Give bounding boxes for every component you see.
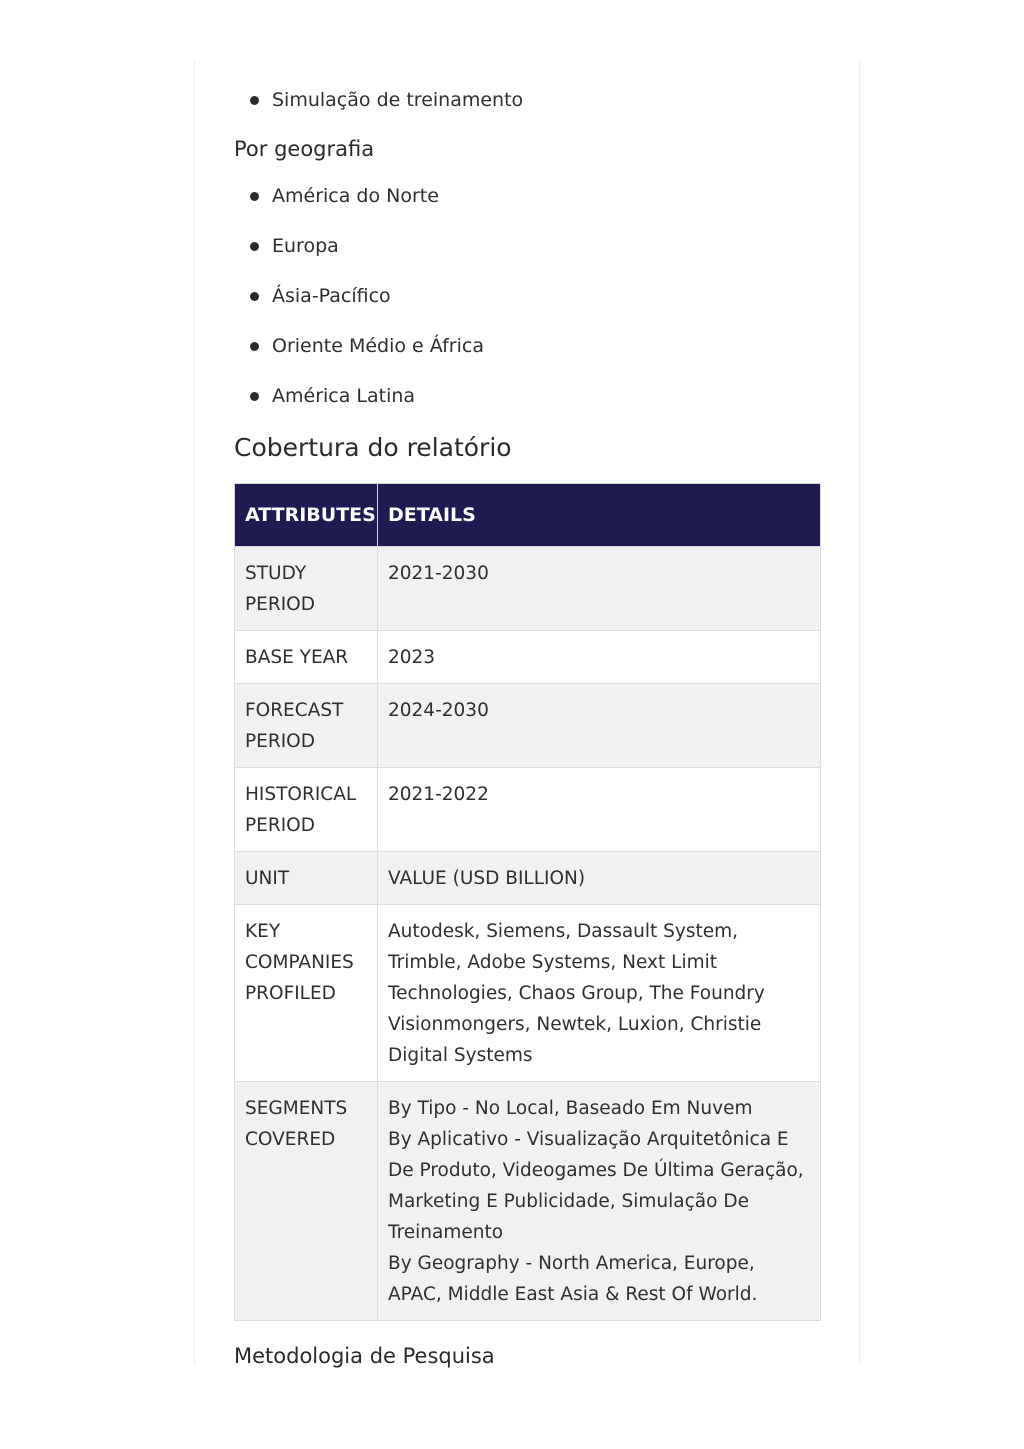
bullet-icon: [250, 342, 259, 351]
attribute-cell: FORECAST PERIOD: [235, 684, 378, 768]
segment-line: By Aplicativo - Visualização Arquitetônica E De Produto, Videogames De Última Geração, Marketing E Publicidade, Simulação De Treinamento: [388, 1129, 804, 1243]
list-item-text: Oriente Médio e África: [272, 335, 484, 357]
list-item-text: América Latina: [272, 385, 416, 407]
table-row: [235, 547, 821, 631]
table-header-details: DETAILS: [378, 484, 821, 547]
list-item-text: Simulação de treinamento: [272, 89, 524, 111]
detail-cell: VALUE (USD BILLION): [378, 852, 821, 905]
bullet-icon: [250, 192, 259, 201]
attribute-cell: BASE YEAR: [235, 631, 378, 684]
list-item: [234, 330, 820, 362]
bullet-icon: [250, 242, 259, 251]
table-row: [235, 684, 821, 768]
list-item: [234, 230, 820, 262]
table-row: [235, 631, 821, 684]
attribute-cell: SEGMENTS COVERED: [235, 1082, 378, 1321]
detail-cell: Autodesk, Siemens, Dassault System, Trimble, Adobe Systems, Next Limit Technologies, Chaos Group, The Foundry Visionmongers, Newtek, Luxion, Christie Digital Systems: [378, 905, 821, 1082]
list-item: [234, 84, 820, 116]
application-list: [234, 84, 820, 116]
attribute-cell: KEY COMPANIES PROFILED: [235, 905, 378, 1082]
attribute-cell: HISTORICAL PERIOD: [235, 768, 378, 852]
detail-cell: 2024-2030: [378, 684, 821, 768]
segment-line: By Geography - North America, Europe, APAC, Middle East Asia & Rest Of World.: [388, 1253, 758, 1305]
table-row: [235, 1082, 821, 1321]
list-item: [234, 280, 820, 312]
report-coverage-table: [234, 483, 821, 1321]
methodology-heading: Metodologia de Pesquisa: [234, 1344, 495, 1368]
geography-list: [234, 180, 820, 412]
table-row: [235, 905, 821, 1082]
detail-cell: 2021-2030: [378, 547, 821, 631]
bullet-icon: [250, 392, 259, 401]
list-item: [234, 180, 820, 212]
coverage-heading: Cobertura do relatório: [234, 433, 512, 462]
attribute-cell: STUDY PERIOD: [235, 547, 378, 631]
geography-heading: Por geografia: [234, 137, 375, 161]
bullet-icon: [250, 292, 259, 301]
detail-cell: [378, 1082, 821, 1321]
list-item-text: Europa: [272, 235, 339, 257]
table-header-attributes: ATTRIBUTES: [235, 484, 378, 547]
table-row: [235, 768, 821, 852]
list-item-text: América do Norte: [272, 185, 439, 207]
bullet-icon: [250, 96, 259, 105]
detail-cell: 2023: [378, 631, 821, 684]
report-content: [234, 84, 820, 1371]
detail-cell: 2021-2022: [378, 768, 821, 852]
segment-line: By Tipo - No Local, Baseado Em Nuvem: [388, 1098, 753, 1119]
attribute-cell: UNIT: [235, 852, 378, 905]
table-header-row: [235, 484, 821, 547]
list-item: [234, 380, 820, 412]
table-row: [235, 852, 821, 905]
list-item-text: Ásia-Pacífico: [272, 285, 391, 307]
